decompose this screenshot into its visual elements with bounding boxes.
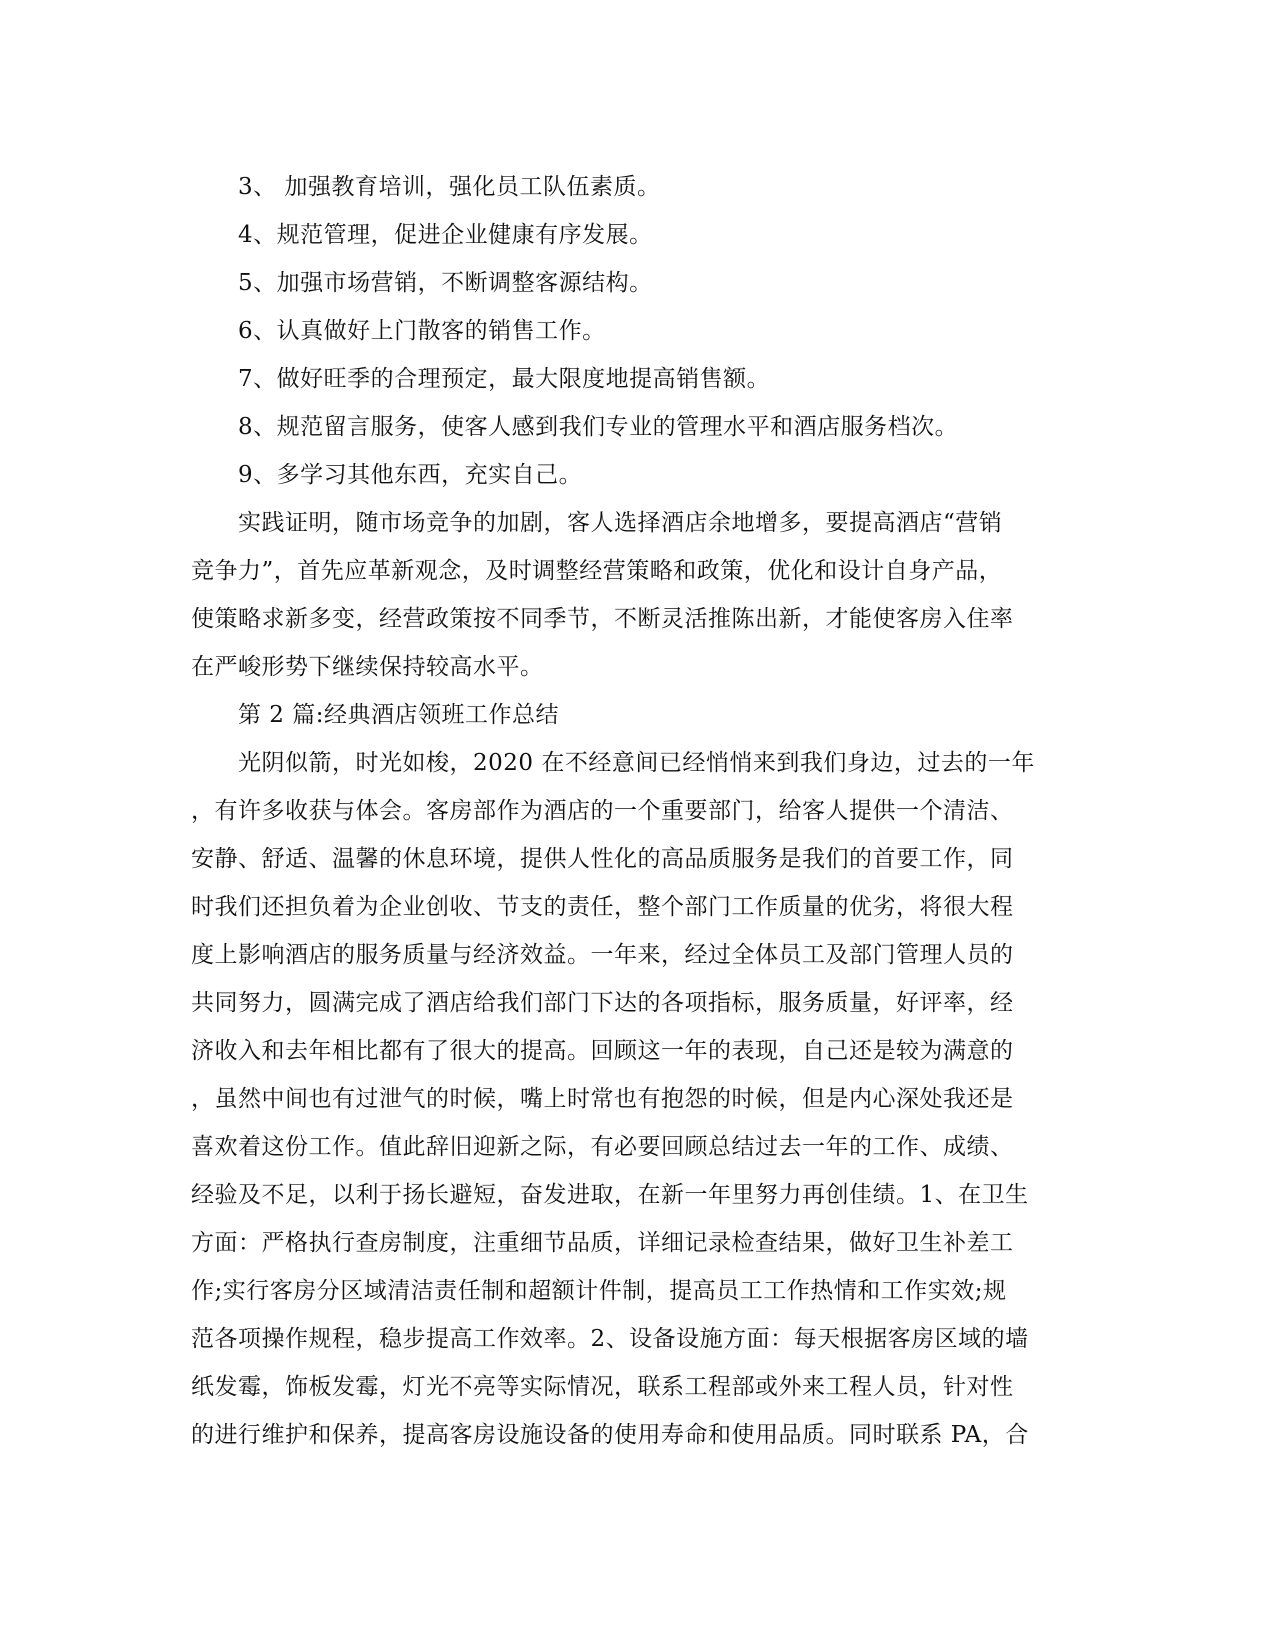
list-item: 3、 加强教育培训，强化员工队伍素质。 xyxy=(238,174,661,200)
paragraph-line: 在严峻形势下继续保持较高水平。 xyxy=(191,654,544,680)
list-item: 4、规范管理，促进企业健康有序发展。 xyxy=(238,222,653,248)
paragraph-line: 纸发霉，饰板发霉，灯光不亮等实际情况，联系工程部或外来工程人员，针对性 xyxy=(191,1374,1014,1400)
paragraph-line: 竞争力”，首先应革新观念，及时调整经营策略和政策，优化和设计自身产品， xyxy=(191,558,1003,584)
paragraph-line: ，有许多收获与体会。客房部作为酒店的一个重要部门，给客人提供一个清洁、 xyxy=(191,798,1014,824)
paragraph-line: 方面：严格执行查房制度，注重细节品质，详细记录检查结果，做好卫生补差工 xyxy=(191,1230,1014,1256)
conclusion-paragraph xyxy=(191,499,1081,691)
paragraph-line: 安静、舒适、温馨的休息环境，提供人性化的高品质服务是我们的首要工作，同 xyxy=(191,846,1014,872)
list-item: 5、加强市场营销，不断调整客源结构。 xyxy=(238,270,653,296)
paragraph-line: 作;实行客房分区域清洁责任制和超额计件制，提高员工工作热情和工作实效;规 xyxy=(191,1278,1007,1304)
paragraph-line: 的进行维护和保养，提高客房设施设备的使用寿命和使用品质。同时联系 PA，合 xyxy=(191,1422,1029,1448)
paragraph-line: 济收入和去年相比都有了很大的提高。回顾这一年的表现，自己还是较为满意的 xyxy=(191,1038,1014,1064)
paragraph-line: 时我们还担负着为企业创收、节支的责任，整个部门工作质量的优劣，将很大程 xyxy=(191,894,1014,920)
list-item: 6、认真做好上门散客的销售工作。 xyxy=(238,318,606,344)
paragraph-line: 喜欢着这份工作。值此辞旧迎新之际，有必要回顾总结过去一年的工作、成绩、 xyxy=(191,1134,1014,1160)
body-paragraph xyxy=(191,739,1081,1459)
paragraph-line: 经验及不足，以利于扬长避短，奋发进取，在新一年里努力再创佳绩。1、在卫生 xyxy=(191,1182,1029,1208)
numbered-list xyxy=(191,163,1081,499)
paragraph-line: ，虽然中间也有过泄气的时候，嘴上时常也有抱怨的时候，但是内心深处我还是 xyxy=(191,1086,1014,1112)
paragraph-line: 度上影响酒店的服务质量与经济效益。一年来，经过全体员工及部门管理人员的 xyxy=(191,942,1014,968)
section-heading: 第 2 篇:经典酒店领班工作总结 xyxy=(238,702,560,728)
paragraph-line: 实践证明，随市场竞争的加剧，客人选择酒店余地增多，要提高酒店“营销 xyxy=(238,510,1003,536)
paragraph-line: 共同努力，圆满完成了酒店给我们部门下达的各项指标，服务质量，好评率，经 xyxy=(191,990,1014,1016)
paragraph-line: 范各项操作规程，稳步提高工作效率。2、设备设施方面：每天根据客房区域的墙 xyxy=(191,1326,1029,1352)
list-item: 7、做好旺季的合理预定，最大限度地提高销售额。 xyxy=(238,366,771,392)
list-item: 8、规范留言服务，使客人感到我们专业的管理水平和酒店服务档次。 xyxy=(238,414,959,440)
list-item: 9、多学习其他东西，充实自己。 xyxy=(238,462,583,488)
paragraph-line: 光阴似箭，时光如梭，2020 在不经意间已经悄悄来到我们身边，过去的一年 xyxy=(238,750,1035,776)
document-content xyxy=(191,163,1081,1459)
paragraph-line: 使策略求新多变，经营政策按不同季节，不断灵活推陈出新，才能使客房入住率 xyxy=(191,606,1014,632)
